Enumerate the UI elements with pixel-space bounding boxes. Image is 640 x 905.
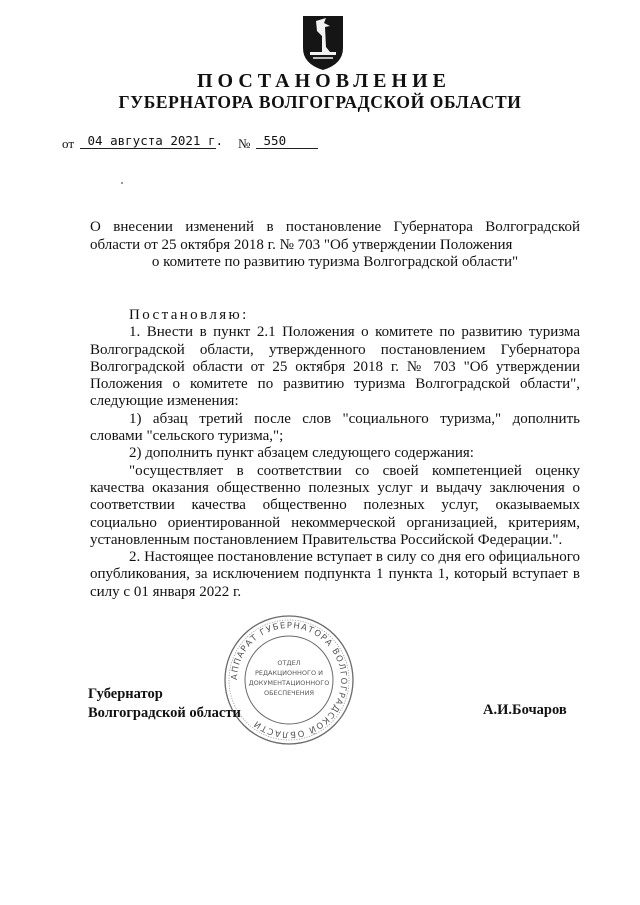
document-number: 550 (263, 133, 287, 148)
paragraph-1-1: 1) абзац третий после слов "социального туризма," дополнить словами "сельского туризма,"; (90, 410, 580, 445)
paragraph-1-3: "осуществляет в соответствии со своей компетенцией оценку качества оказания общественно полезных услуг и выдачу заключения о соответствии качества общественно полезных услуг, оказываемых социально ориентированной некоммерческой организацией, критериям, установленным постановлением Правительства Российской Федерации.". (90, 462, 580, 548)
official-seal (222, 613, 356, 747)
subject-line2: о комитете по развитию туризма Волгоградской области" (151, 254, 519, 270)
subject-line1: О внесении изменений в постановление Губернатора Волгоградской области от 25 октября 2018 г. № 703 "Об утверждении Положения (90, 219, 580, 253)
paragraph-2: 2. Настоящее постановление вступает в силу со дня его официального опубликования, за исключением подпункта 1 пункта 1, который вступает в силу с 01 января 2022 г. (90, 549, 580, 600)
number-prefix: № (238, 136, 251, 151)
decree-word: Постановляю: (129, 307, 249, 323)
document-subject (90, 219, 580, 272)
svg-text:ОТДЕЛ: ОТДЕЛ (277, 659, 301, 667)
coat-of-arms-emblem (300, 14, 346, 72)
signatory-position-line1: Губернатор (88, 686, 163, 702)
document-subtitle: ГУБЕРНАТОРА ВОЛГОГРАДСКОЙ ОБЛАСТИ (118, 92, 522, 112)
document-date: 04 августа 2021 г. (87, 133, 223, 148)
signatory-name: А.И.Бочаров (483, 702, 567, 718)
scan-speck (121, 182, 123, 184)
document-body (90, 307, 580, 601)
svg-text:АППАРАТ ГУБЕРНАТОРА ВОЛГОГРАДС: АППАРАТ ГУБЕРНАТОРА ВОЛГОГРАДСКОЙ ОБЛАСТИ (229, 620, 349, 740)
svg-text:РЕДАКЦИОННОГО И: РЕДАКЦИОННОГО И (254, 669, 324, 677)
paragraph-1: 1. Внести в пункт 2.1 Положения о комитете по развитию туризма Волгоградской области, утвержденного постановлением Губернатора Волгоградской области от 25 октября 2018 г. № 703 "Об утверждении Положения о комитете по развитию туризма Волгоградской области", следующие изменения: (90, 324, 580, 410)
document-title: ПОСТАНОВЛЕНИЕ (197, 70, 451, 92)
svg-text:ДОКУМЕНТАЦИОННОГО: ДОКУМЕНТАЦИОННОГО (248, 679, 330, 687)
date-prefix: от (62, 136, 75, 151)
signatory-position-line2: Волгоградской области (88, 705, 241, 721)
paragraph-1-2: 2) дополнить пункт абзацем следующего содержания: (129, 445, 474, 462)
signatory-position (88, 685, 241, 723)
svg-text:ОБЕСПЕЧЕНИЯ: ОБЕСПЕЧЕНИЯ (263, 689, 315, 697)
